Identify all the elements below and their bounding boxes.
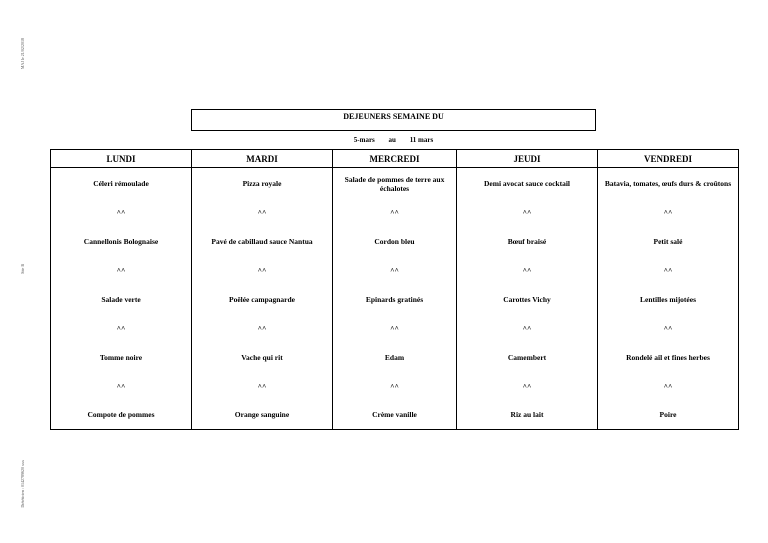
side-note-site: Site B: [20, 264, 25, 274]
dish-cell: Edam: [333, 342, 457, 374]
dish-cell: Céleri rémoulade: [51, 168, 192, 200]
dish-cell: Poêlée campagnarde: [192, 284, 333, 316]
dish-cell: Pizza royale: [192, 168, 333, 200]
separator-cell: ^^: [598, 200, 739, 226]
course-row: [51, 342, 739, 374]
separator-cell: ^^: [457, 200, 598, 226]
separator-cell: ^^: [51, 258, 192, 284]
course-row: [51, 226, 739, 258]
header-row: [51, 150, 739, 168]
day-header-mercredi: MERCREDI: [333, 150, 457, 168]
dish-cell: Salade de pommes de terre aux échalotes: [333, 168, 457, 200]
separator-cell: ^^: [51, 374, 192, 400]
dish-cell: Salade verte: [51, 284, 192, 316]
separator-cell: ^^: [457, 258, 598, 284]
separator-cell: ^^: [598, 374, 739, 400]
date-to: 11 mars: [409, 136, 434, 144]
separator-cell: ^^: [192, 316, 333, 342]
separator-cell: ^^: [457, 374, 598, 400]
separator-cell: ^^: [333, 316, 457, 342]
dish-cell: Demi avocat sauce cocktail: [457, 168, 598, 200]
dish-cell: Poire: [598, 400, 739, 430]
separator-cell: ^^: [598, 316, 739, 342]
dish-cell: Compote de pommes: [51, 400, 192, 430]
date-separator: au: [388, 136, 396, 144]
dish-cell: Pavé de cabillaud sauce Nantua: [192, 226, 333, 258]
dish-cell: Cordon bleu: [333, 226, 457, 258]
separator-cell: ^^: [333, 258, 457, 284]
day-header-vendredi: VENDREDI: [598, 150, 739, 168]
date-from: 5-mars: [353, 136, 375, 144]
separator-cell: ^^: [192, 200, 333, 226]
page-title: DEJEUNERS SEMAINE DU: [191, 109, 596, 131]
day-header-jeudi: JEUDI: [457, 150, 598, 168]
dish-cell: Epinards gratinés: [333, 284, 457, 316]
course-row: [51, 284, 739, 316]
dish-cell: Lentilles mijotées: [598, 284, 739, 316]
side-note-dietitian: Diététicien : 0142789620 xxx: [20, 460, 25, 508]
side-note-update: MAJ le 21/02/2018: [20, 38, 25, 70]
dish-cell: Rondelé ail et fines herbes: [598, 342, 739, 374]
menu-table: [50, 149, 739, 430]
separator-cell: ^^: [192, 258, 333, 284]
course-row: [51, 400, 739, 430]
dish-cell: Carottes Vichy: [457, 284, 598, 316]
separator-row: [51, 316, 739, 342]
separator-cell: ^^: [598, 258, 739, 284]
separator-cell: ^^: [51, 200, 192, 226]
week-dates: [191, 136, 596, 144]
separator-row: [51, 374, 739, 400]
separator-cell: ^^: [333, 200, 457, 226]
separator-row: [51, 200, 739, 226]
dish-cell: Tomme noire: [51, 342, 192, 374]
dish-cell: Orange sanguine: [192, 400, 333, 430]
dish-cell: Bœuf braisé: [457, 226, 598, 258]
separator-cell: ^^: [333, 374, 457, 400]
day-header-lundi: LUNDI: [51, 150, 192, 168]
dish-cell: Cannellonis Bolognaise: [51, 226, 192, 258]
separator-cell: ^^: [51, 316, 192, 342]
day-header-mardi: MARDI: [192, 150, 333, 168]
separator-row: [51, 258, 739, 284]
course-row: [51, 168, 739, 200]
dish-cell: Petit salé: [598, 226, 739, 258]
menu-body: [51, 168, 739, 430]
dish-cell: Riz au lait: [457, 400, 598, 430]
dish-cell: Vache qui rit: [192, 342, 333, 374]
dish-cell: Camembert: [457, 342, 598, 374]
dish-cell: Batavia, tomates, œufs durs & croûtons: [598, 168, 739, 200]
dish-cell: Crème vanille: [333, 400, 457, 430]
separator-cell: ^^: [192, 374, 333, 400]
separator-cell: ^^: [457, 316, 598, 342]
